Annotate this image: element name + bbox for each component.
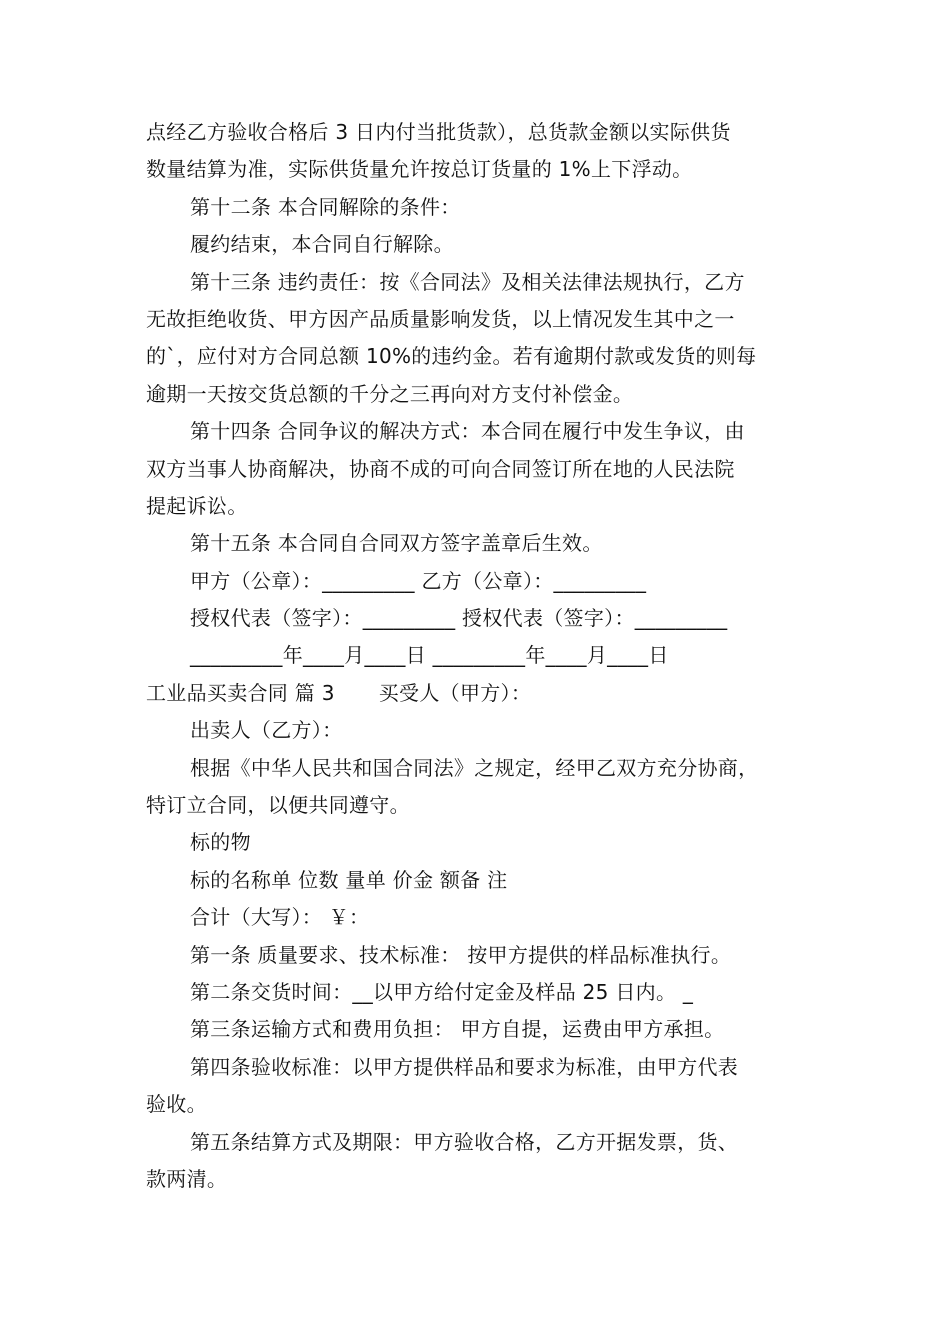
buyer-label: 买受人（甲方）：	[378, 680, 532, 705]
text-line: 款两清。	[146, 1166, 228, 1191]
article-2-line: 第二条交货时间：__以甲方给付定金及样品 25 日内。 _	[190, 979, 694, 1004]
text-line: 根据《中华人民共和国合同法》之规定，经甲乙双方充分协商，	[190, 755, 759, 780]
text-line: 逾期一天按交货总额的千分之三再向对方支付补偿金。	[146, 381, 634, 406]
text-line: 数量结算为准，实际供货量允许按总订货量的 1%上下浮动。	[146, 157, 693, 182]
article-1-line: 第一条 质量要求、技术标准： 按甲方提供的样品标准执行。	[190, 942, 732, 967]
article-12-heading: 第十二条 本合同解除的条件：	[190, 194, 461, 219]
section-title: 工业品买卖合同 篇 3	[146, 680, 335, 705]
text-line: 的`，应付对方合同总额 10%的违约金。若有逾期付款或发货的则每	[146, 344, 757, 369]
table-header-line: 标的名称单 位数 量单 价金 额备 注	[190, 867, 508, 892]
text-line: 无故拒绝收货、甲方因产品质量影响发货，以上情况发生其中之一	[146, 306, 735, 331]
seller-label: 出卖人（乙方）：	[190, 718, 343, 743]
total-line: 合计（大写）： ￥：	[190, 905, 370, 930]
article-15-heading: 第十五条 本合同自合同双方签字盖章后生效。	[190, 531, 603, 556]
article-13-heading: 第十三条 违约责任：按《合同法》及相关法律法规执行，乙方	[190, 269, 745, 294]
text-line: 提起诉讼。	[146, 493, 248, 518]
text-line: 履约结束，本合同自行解除。	[190, 232, 454, 257]
text-line: 双方当事人协商解决，协商不成的可向合同签订所在地的人民法院	[146, 456, 735, 481]
date-line: _________年____月____日 _________年____月____日	[190, 643, 669, 668]
text-line: 点经乙方验收合格后 3 日内付当批货款），总货款金额以实际供货	[146, 120, 731, 144]
article-4-line: 第四条验收标准：以甲方提供样品和要求为标准，由甲方代表	[190, 1054, 739, 1079]
signature-line: 授权代表（签字）：_________ 授权代表（签字）：_________	[190, 606, 728, 631]
subject-heading: 标的物	[190, 830, 251, 855]
seal-line: 甲方（公章）：_________ 乙方（公章）：_________	[190, 568, 647, 593]
article-3-line: 第三条运输方式和费用负担： 甲方自提，运费由甲方承担。	[190, 1017, 725, 1042]
article-14-heading: 第十四条 合同争议的解决方式：本合同在履行中发生争议，由	[190, 419, 745, 444]
section-heading-row	[146, 675, 821, 712]
text-line: 验收。	[146, 1092, 207, 1117]
article-5-line: 第五条结算方式及期限：甲方验收合格，乙方开据发票，货、	[190, 1129, 739, 1154]
document-page	[146, 114, 821, 1198]
text-line: 特订立合同，以便共同遵守。	[146, 793, 410, 818]
